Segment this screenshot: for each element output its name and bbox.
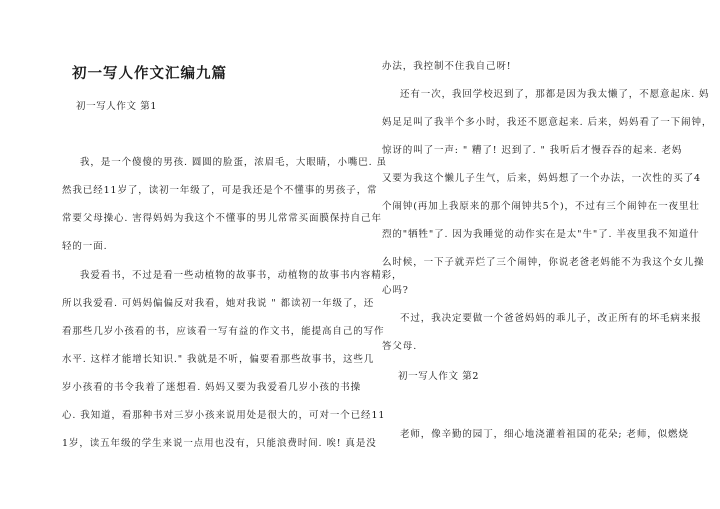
paragraph-line: 答父母. (382, 341, 418, 352)
paragraph-line: 轻的一面. (62, 241, 108, 252)
paragraph-line: 然我已经11岁了，读初一年级了，可是我还是个不懂事的男孩子，常 (62, 185, 378, 196)
paragraph-line: 又要为我这个懒儿子生气，后来，妈妈想了一个办法，一次性的买了4 (382, 173, 701, 184)
paragraph-line: 妈足足叫了我半个多小时，我还不愿意起来. 后来，妈妈看了一下闹钟， (382, 117, 713, 128)
paragraph-line: 心. 我知道，看那种书对三岁小孩来说用处是很大的，可对一个已经11 (62, 410, 386, 421)
paragraph-line: 老师，像辛勤的园丁，细心地浇灌着祖国的花朵; 老师，似燃烧 (400, 429, 689, 440)
paragraph-line: 看那些几岁小孩看的书，应该看一写有益的作文书，能提高自己的写作 (62, 326, 385, 337)
document-title: 初一写人作文汇编九篇 (72, 65, 227, 82)
paragraph-line: 还有一次，我回学校迟到了，那都是因为我太懒了，不愿意起床. 妈 (400, 89, 710, 100)
paragraph-line: 烈的"牺牲"了. 因为我睡觉的动作实在是太"牛"了. 半夜里我不知道什 (382, 229, 700, 240)
paragraph-line: 我，是一个傻傻的男孩. 圆圆的脸蛋，浓眉毛，大眼睛，小嘴巴. 虽 (80, 157, 387, 168)
paragraph-line: 办法，我控制不住我自己呀! (382, 61, 512, 72)
paragraph-line: 个闹钟(再加上我原来的那个闹钟共5个)，不过有三个闹钟在一夜里壮 (382, 201, 700, 212)
section-heading-2: 初一写人作文 第2 (398, 371, 479, 382)
paragraph-line: 1岁，读五年级的学生来说一点用也没有，只能浪费时间. 唉! 真是没 (62, 438, 377, 449)
paragraph-line: 心吗? (382, 285, 409, 296)
paragraph-line: 岁小孩看的书令我着了迷想看. 妈妈又要为我爱看几岁小孩的书操 (62, 382, 362, 393)
paragraph-line: 么时候，一下子就弄烂了三个闹钟，你说老爸老妈能不为我这个女儿操 (382, 257, 705, 268)
paragraph-line: 所以我爱看. 可妈妈偏偏反对我看，她对我说 " 都读初一年级了，还 (62, 298, 375, 309)
paragraph-line: 我爱看书，不过是看一些动植物的故事书，动植物的故事书内容精彩， (80, 270, 403, 281)
section-heading-1: 初一写人作文 第1 (76, 101, 157, 112)
paragraph-line: 惊讶的叫了一声: " 糟了! 迟到了. " 我听后才慢吞吞的起来. 老妈 (382, 145, 683, 156)
paragraph-line: 不过，我决定要做一个爸爸妈妈的乖儿子，改正所有的坏毛病来报 (400, 313, 702, 324)
paragraph-line: 水平. 这样才能增长知识." 我就是不听，偏要看那些故事书，这些几 (62, 354, 375, 365)
paragraph-line: 常要父母操心. 害得妈妈为我这个不懂事的男儿常常买面膜保持自己年 (62, 213, 382, 224)
